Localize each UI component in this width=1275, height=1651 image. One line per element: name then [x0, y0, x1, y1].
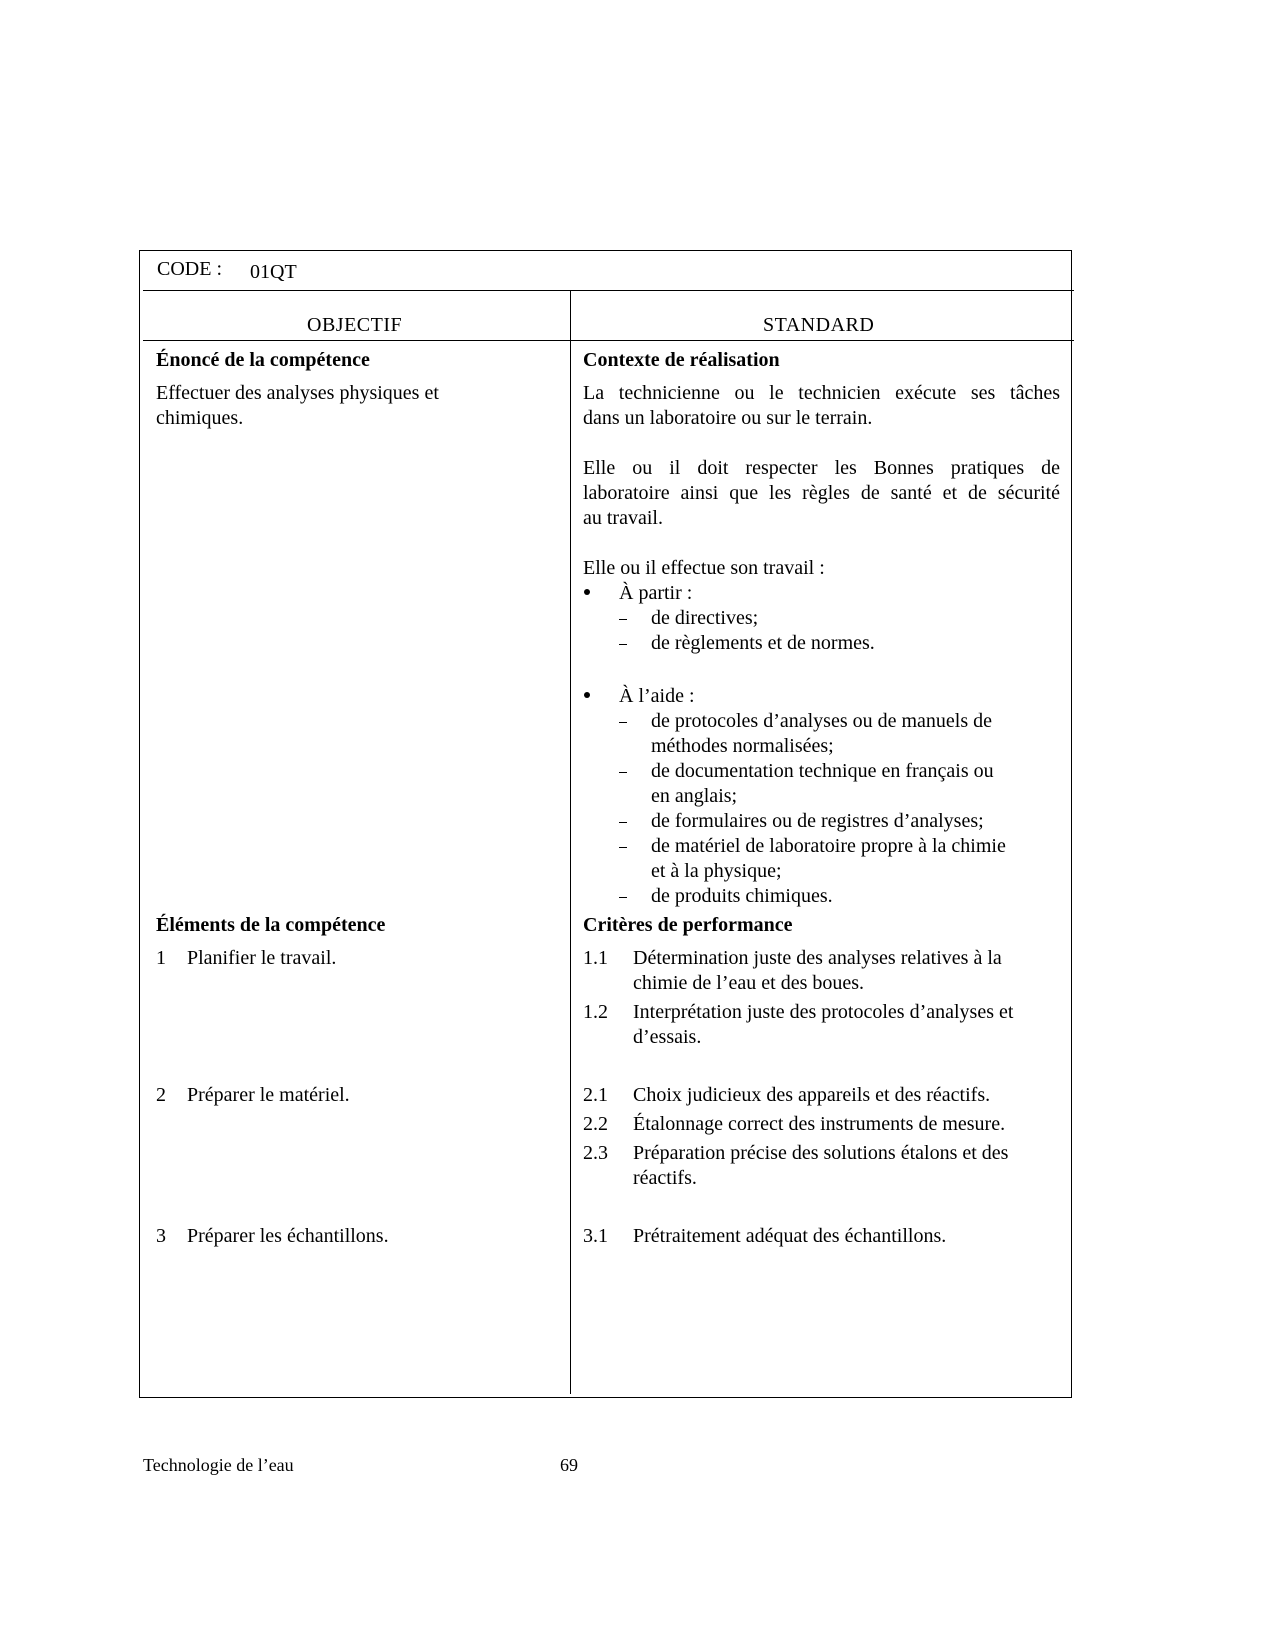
critere-text: Choix judicieux des appareils et des réactifs.: [633, 1084, 991, 1106]
sub-item: de produits chimiques.: [651, 885, 833, 907]
sub-item: et à la physique;: [651, 860, 782, 882]
sub-item: en anglais;: [651, 785, 738, 807]
contexte-title: Contexte de réalisation: [583, 349, 780, 371]
sub-item: de protocoles d’analyses ou de manuels de: [651, 710, 993, 732]
bullet-heading: À l’aide :: [619, 685, 695, 707]
dash-icon: [619, 619, 627, 620]
column-header-standard: STANDARD: [763, 314, 875, 336]
sub-item: de documentation technique en français ou: [651, 760, 994, 782]
contexte-paragraph-line: au travail.: [583, 507, 663, 529]
critere-text: réactifs.: [633, 1167, 697, 1189]
element-text: Planifier le travail.: [187, 947, 337, 969]
footer-title: Technologie de l’eau: [143, 1455, 294, 1475]
critere-text: chimie de l’eau et des boues.: [633, 972, 865, 994]
critere-text: Étalonnage correct des instruments de mesure.: [633, 1113, 1006, 1135]
element-text: Préparer les échantillons.: [187, 1225, 389, 1247]
elements-title: Éléments de la compétence: [156, 914, 386, 936]
code-label: CODE :: [157, 258, 222, 280]
element-number: 3: [156, 1225, 166, 1247]
element-number: 2: [156, 1084, 166, 1106]
contexte-paragraph-line: Elle ou il doit respecter les Bonnes pratiques de: [583, 457, 1060, 479]
contexte-paragraph-line: laboratoire ainsi que les règles de santé et de sécurité: [583, 482, 1060, 504]
critere-text: Prétraitement adéquat des échantillons.: [633, 1225, 947, 1247]
sub-item: de règlements et de normes.: [651, 632, 875, 654]
dash-icon: [619, 722, 627, 723]
critere-number: 2.3: [583, 1142, 608, 1164]
bullet-icon: [584, 692, 590, 698]
critere-number: 2.2: [583, 1113, 608, 1135]
bullet-heading: À partir :: [619, 582, 693, 604]
element-number: 1: [156, 947, 166, 969]
header-divider: [143, 340, 1074, 341]
critere-text: Interprétation juste des protocoles d’analyses et: [633, 1001, 1014, 1023]
column-divider: [570, 291, 571, 1394]
critere-text: d’essais.: [633, 1026, 702, 1048]
sub-item: de formulaires ou de registres d’analyses;: [651, 810, 984, 832]
enonce-title: Énoncé de la compétence: [156, 349, 370, 371]
dash-icon: [619, 897, 627, 898]
critere-text: Détermination juste des analyses relatives à la: [633, 947, 1002, 969]
sub-item: de matériel de laboratoire propre à la chimie: [651, 835, 1006, 857]
dash-icon: [619, 772, 627, 773]
critere-number: 2.1: [583, 1084, 608, 1106]
dash-icon: [619, 822, 627, 823]
dash-icon: [619, 847, 627, 848]
contexte-paragraph-line: Elle ou il effectue son travail :: [583, 557, 825, 579]
critere-number: 1.2: [583, 1001, 608, 1023]
critere-number: 1.1: [583, 947, 608, 969]
enonce-line: chimiques.: [156, 407, 244, 429]
code-divider: [143, 290, 1074, 291]
element-text: Préparer le matériel.: [187, 1084, 350, 1106]
code-value: 01QT: [250, 261, 297, 283]
sub-item: méthodes normalisées;: [651, 735, 834, 757]
criteres-title: Critères de performance: [583, 914, 793, 936]
page-number: 69: [560, 1455, 578, 1475]
contexte-paragraph-line: La technicienne ou le technicien exécute ses tâches: [583, 382, 1060, 404]
bullet-icon: [584, 589, 590, 595]
sub-item: de directives;: [651, 607, 759, 629]
contexte-paragraph-line: dans un laboratoire ou sur le terrain.: [583, 407, 873, 429]
critere-number: 3.1: [583, 1225, 608, 1247]
dash-icon: [619, 644, 627, 645]
enonce-line: Effectuer des analyses physiques et: [156, 382, 439, 404]
column-header-objectif: OBJECTIF: [307, 314, 403, 336]
critere-text: Préparation précise des solutions étalons et des: [633, 1142, 1009, 1164]
